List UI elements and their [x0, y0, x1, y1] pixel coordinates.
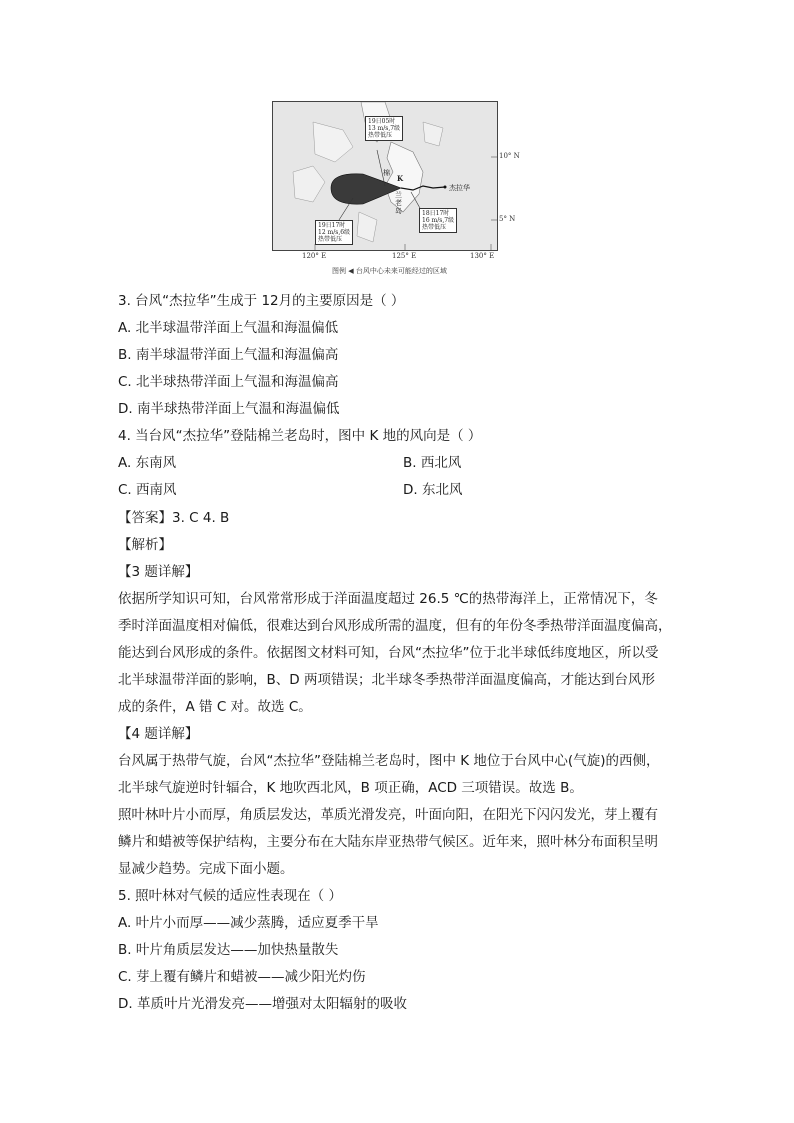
map-label-dao: 岛	[395, 207, 402, 215]
detail-3-line: 北半球温带洋面的影响，B、D 两项错误；北半球冬季热带洋面温度偏高，才能达到台风形	[118, 672, 655, 688]
question-5-stem: 5. 照叶林对气候的适应性表现在（ ）	[118, 888, 342, 904]
question-5-option-b: B. 叶片角质层发达——加快热量散失	[118, 942, 339, 958]
callout-time: 19日05时	[368, 118, 396, 125]
callout-wind: 16 m/s,7级	[422, 217, 455, 224]
lon-label-125e: 125° E	[392, 252, 417, 260]
detail-4-line: 台风属于热带气旋，台风“杰拉华”登陆棉兰老岛时，图中 K 地位于台风中心(气旋)的西侧，	[118, 753, 660, 769]
detail-3-line: 能达到台风形成的条件。依据图文材料可知，台风“杰拉华”位于北半球低纬度地区，所以受	[118, 645, 659, 661]
map-frame	[272, 101, 498, 251]
question-4-option-a: A. 东南风	[118, 455, 177, 471]
detail-3-line: 成的条件，A 错 C 对。故选 C。	[118, 699, 312, 715]
material-line: 显减少趋势。完成下面小题。	[118, 861, 294, 877]
question-5-option-a: A. 叶片小而厚——减少蒸腾，适应夏季干旱	[118, 915, 379, 931]
question-5-option-d: D. 革质叶片光滑发亮——增强对太阳辐射的吸收	[118, 996, 407, 1012]
question-4-row-2	[118, 477, 678, 504]
map-label-mian: 棉	[383, 169, 390, 177]
callout-wind: 13 m/s,7级	[368, 125, 401, 132]
question-3-option-c: C. 北半球热带洋面上气温和海温偏高	[118, 374, 339, 390]
callout-type: 热带低压	[368, 132, 393, 139]
detail-4-line: 北半球气旋逆时针辐合，K 地吹西北风，B 项正确，ACD 三项错误。故选 B。	[118, 780, 583, 796]
question-3-option-b: B. 南半球温带洋面上气温和海温偏高	[118, 347, 339, 363]
lat-label-10n: 10° N	[499, 152, 520, 160]
callout-time: 19日17时	[318, 222, 346, 229]
material-line: 照叶林叶片小而厚，角质层发达，革质光滑发亮，叶面向阳，在阳光下闪闪发光，芽上覆有	[118, 807, 658, 823]
callout-19d17h	[315, 220, 353, 245]
detail-3-line: 依据所学知识可知，台风常常形成于洋面温度超过 26.5 ℃的热带海洋上，正常情况下，冬	[118, 591, 658, 607]
question-3	[118, 288, 678, 423]
question-3-option-a: A. 北半球温带洋面上气温和海温偏低	[118, 320, 339, 336]
question-4-stem: 4. 当台风“杰拉华”登陆棉兰老岛时，图中 K 地的风向是（ ）	[118, 428, 482, 444]
map-legend: 图例 ◀ 台风中心未来可能经过的区域	[332, 267, 447, 275]
lon-label-120e: 120° E	[302, 252, 327, 260]
question-4-option-d: D. 东北风	[403, 482, 463, 498]
callout-19d05h	[365, 116, 403, 141]
question-4-option-b: B. 西北风	[403, 455, 462, 471]
material-line: 鳞片和蜡被等保护结构，主要分布在大陆东岸亚热带气候区。近年来，照叶林分布面积呈明	[118, 834, 658, 850]
detail-3-line: 季时洋面温度相对偏低，很难达到台风形成所需的温度，但有的年份冬季热带洋面温度偏高，	[118, 618, 672, 634]
map-label-lan: 兰	[395, 191, 402, 199]
map-label-typhoon-name: 杰拉华	[449, 184, 470, 192]
map-label-k: K	[397, 174, 404, 183]
callout-18d17h	[419, 208, 457, 233]
question-4	[118, 423, 678, 504]
callout-type: 热带低压	[422, 224, 447, 231]
callout-time: 18日17时	[422, 210, 450, 217]
lat-label-5n: 5° N	[499, 215, 516, 223]
callout-wind: 12 m/s,6级	[318, 229, 351, 236]
typhoon-map-figure	[272, 101, 520, 279]
question-3-option-d: D. 南半球热带洋面上气温和海温偏低	[118, 401, 340, 417]
answer-section	[118, 505, 678, 1018]
question-4-row-1	[118, 450, 678, 477]
map-label-lao: 老	[395, 199, 402, 207]
lon-label-130e: 130° E	[470, 252, 495, 260]
question-3-stem: 3. 台风“杰拉华”生成于 12月的主要原因是（ ）	[118, 293, 405, 309]
question-4-option-c: C. 西南风	[118, 482, 177, 498]
answer-line: 【答案】3. C 4. B	[118, 510, 230, 526]
question-5-option-c: C. 芽上覆有鳞片和蜡被——减少阳光灼伤	[118, 969, 366, 985]
analysis-heading: 【解析】	[118, 537, 172, 553]
detail-4-heading: 【4 题详解】	[118, 726, 199, 742]
detail-3-heading: 【3 题详解】	[118, 564, 199, 580]
callout-type: 热带低压	[318, 236, 343, 243]
